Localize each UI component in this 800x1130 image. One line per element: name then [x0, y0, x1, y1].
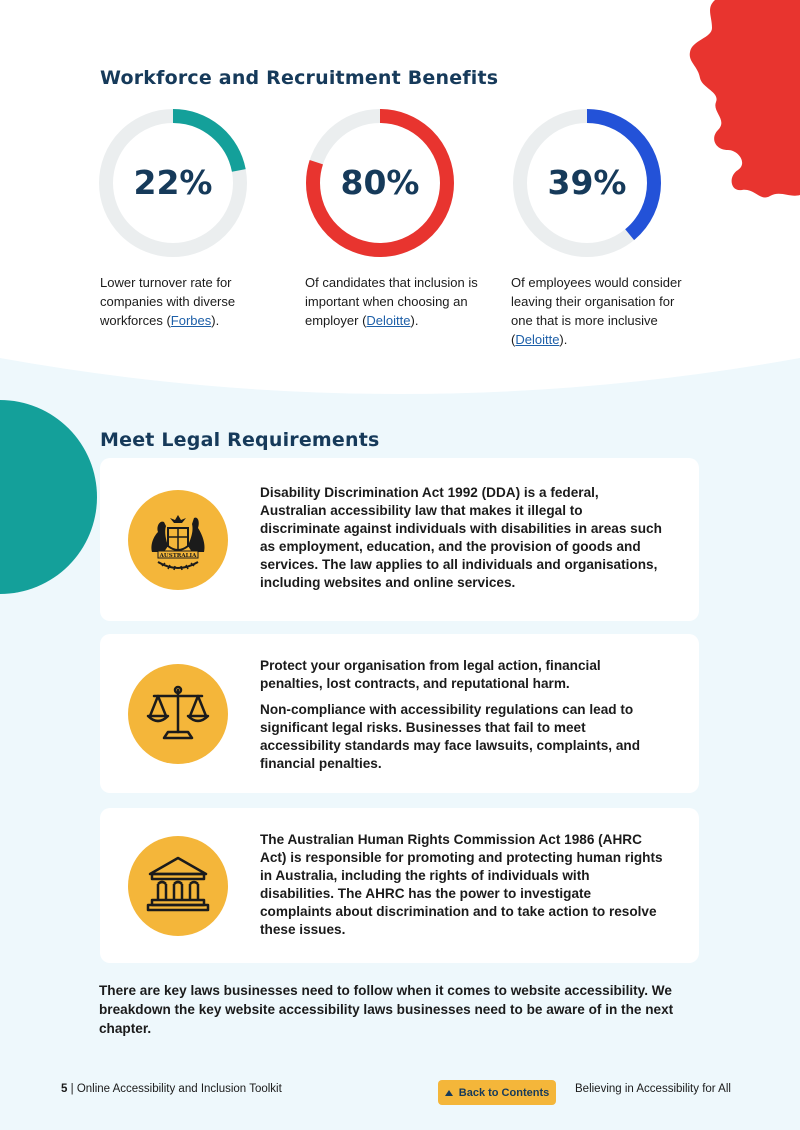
courthouse-icon: [128, 836, 228, 936]
australia-coat-of-arms-icon: [128, 490, 228, 590]
stat-description: Lower turnover rate for companies with diverse workforces (Forbes).: [100, 275, 236, 328]
footer-doc-title: Online Accessibility and Inclusion Toolkit: [76, 1083, 282, 1095]
svg-text:AUSTRALIA: AUSTRALIA: [159, 553, 197, 559]
stat-ring-turnover: [97, 107, 249, 259]
card-text: Disability Discrimination Act 1992 (DDA) is a federal, Australian accessibility law that makes it illegal to discriminate against individuals with disabilities in areas such as employment, education, and the provision of goods and services. The law applies to all individuals and organisations, including websites and online services.: [260, 485, 662, 590]
stat-ring-employees: [511, 107, 663, 259]
red-blob-decoration: [690, 0, 800, 198]
footer-tagline: Believing in Accessibility for All: [575, 1083, 731, 1095]
scales-of-justice-icon: [128, 664, 228, 764]
back-to-contents-button[interactable]: [438, 1080, 556, 1105]
legal-card-protection: [100, 634, 699, 793]
stat-value: 80%: [340, 163, 420, 202]
section-title-workforce: Workforce and Recruitment Benefits: [100, 67, 499, 89]
legal-card-dda: [100, 458, 699, 621]
source-link-deloitte[interactable]: Deloitte: [366, 313, 411, 328]
card-text: Protect your organisation from legal action, financial penalties, lost contracts, and reputational harm. Non-compliance with accessibility regulations can lead to significant legal risks. Businesses that fail to meet accessibility standards may face lawsuits, complaints, and financial penalties.: [260, 658, 641, 771]
stat-description: Of candidates that inclusion is important when choosing an employer (Deloitte).: [305, 275, 478, 328]
back-to-contents-label: Back to Contents: [458, 1086, 550, 1099]
footer-doc-info: [61, 1083, 282, 1095]
stat-description: Of employees would consider leaving their organisation for one that is more inclusive (Deloitte).: [511, 275, 682, 347]
card-text: The Australian Human Rights Commission Act 1986 (AHRC Act) is responsible for promoting and protecting human rights in Australia, including the rights of individuals with disabilities. The AHRC has the power to investigate complaints about discrimination and to take action to resolve these issues.: [260, 832, 663, 937]
stat-ring-candidates: [304, 107, 456, 259]
source-link-deloitte[interactable]: Deloitte: [515, 332, 560, 347]
footer-separator: |: [70, 1083, 74, 1095]
section-title-legal: Meet Legal Requirements: [100, 429, 380, 451]
arrow-up-icon: [445, 1090, 453, 1096]
stat-value: 39%: [547, 163, 627, 202]
closing-paragraph: There are key laws businesses need to follow when it comes to website accessibility. We breakdown the key website accessibility laws businesses need to be aware of in the next chapter.: [99, 983, 674, 1036]
stat-value: 22%: [133, 163, 213, 202]
page-number: 5: [61, 1083, 68, 1095]
source-link-forbes[interactable]: Forbes: [170, 313, 212, 328]
legal-card-ahrc: [100, 808, 699, 963]
